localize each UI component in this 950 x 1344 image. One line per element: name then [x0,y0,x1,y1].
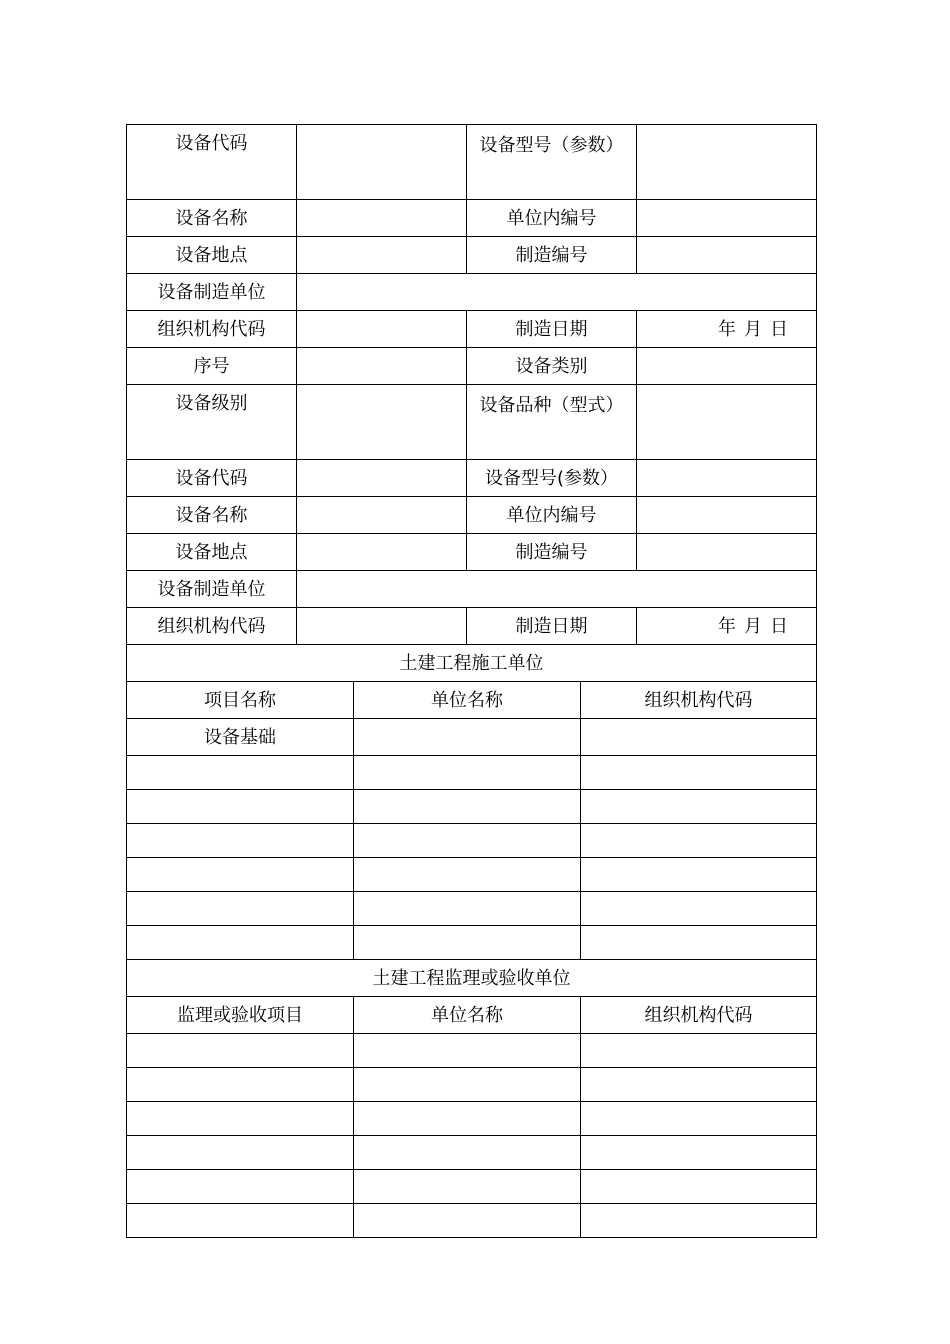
label-cell: 设备类别 [467,348,637,385]
table-row [127,460,817,497]
value-cell[interactable] [354,719,581,756]
value-cell[interactable] [581,926,817,960]
value-cell[interactable] [581,1204,817,1238]
label-cell: 设备名称 [127,497,297,534]
table-row [127,534,817,571]
value-cell[interactable] [354,1034,581,1068]
table-row [127,790,817,824]
table-row [127,311,817,348]
value-cell[interactable] [354,790,581,824]
value-cell[interactable] [581,824,817,858]
value-cell[interactable] [127,790,354,824]
label-cell: 设备制造单位 [127,571,297,608]
value-cell[interactable] [581,1102,817,1136]
table-row [127,1136,817,1170]
value-cell[interactable] [127,892,354,926]
column-header: 组织机构代码 [581,682,817,719]
value-cell[interactable] [127,1068,354,1102]
section-title: 土建工程监理或验收单位 [127,960,817,997]
value-cell[interactable] [297,348,467,385]
value-cell[interactable] [581,858,817,892]
value-cell[interactable] [127,756,354,790]
value-cell[interactable] [581,892,817,926]
value-cell[interactable] [297,608,467,645]
label-cell: 单位内编号 [467,497,637,534]
value-cell[interactable] [637,497,817,534]
label-cell: 单位内编号 [467,200,637,237]
label-cell: 制造编号 [467,534,637,571]
value-cell[interactable] [127,1170,354,1204]
value-cell[interactable] [581,1170,817,1204]
construction-units-table [126,644,817,1238]
value-cell[interactable] [637,534,817,571]
label-cell: 设备代码 [127,125,297,200]
value-cell[interactable] [297,497,467,534]
label-cell: 序号 [127,348,297,385]
column-header: 监理或验收项目 [127,997,354,1034]
year-unit: 年 [718,616,736,637]
column-header: 单位名称 [354,997,581,1034]
value-cell[interactable] [354,1204,581,1238]
item-cell: 设备基础 [127,719,354,756]
table-row [127,719,817,756]
label-cell: 设备代码 [127,460,297,497]
label-cell: 设备制造单位 [127,274,297,311]
date-cell[interactable] [637,311,817,348]
column-header: 组织机构代码 [581,997,817,1034]
value-cell[interactable] [354,858,581,892]
value-cell[interactable] [127,1204,354,1238]
label-cell: 制造日期 [467,311,637,348]
equipment-form [126,124,816,1238]
label-cell: 设备品种（型式） [467,385,637,460]
value-cell[interactable] [581,756,817,790]
value-cell[interactable] [297,460,467,497]
label-cell: 组织机构代码 [127,608,297,645]
value-cell[interactable] [581,1034,817,1068]
table-row [127,858,817,892]
value-cell[interactable] [581,790,817,824]
label-cell: 设备名称 [127,200,297,237]
table-row [127,385,817,460]
value-cell[interactable] [637,125,817,200]
table-row [127,926,817,960]
value-cell[interactable] [581,719,817,756]
label-cell: 制造编号 [467,237,637,274]
value-cell[interactable] [354,1170,581,1204]
value-cell[interactable] [127,858,354,892]
value-cell[interactable] [637,460,817,497]
value-cell[interactable] [354,1136,581,1170]
value-cell[interactable] [637,348,817,385]
table-row [127,756,817,790]
value-cell[interactable] [297,534,467,571]
value-cell[interactable] [354,1068,581,1102]
value-cell[interactable] [637,200,817,237]
table-row [127,1170,817,1204]
section-title: 土建工程施工单位 [127,645,817,682]
table-row [127,571,817,608]
day-unit: 日 [770,319,788,340]
column-header: 单位名称 [354,682,581,719]
section-title-row [127,960,817,997]
label-cell: 设备型号（参数） [467,125,637,200]
table-row [127,348,817,385]
table-row [127,608,817,645]
value-cell[interactable] [297,311,467,348]
value-cell[interactable] [297,385,467,460]
value-cell[interactable] [127,824,354,858]
value-cell[interactable] [297,200,467,237]
table-row [127,237,817,274]
label-cell: 组织机构代码 [127,311,297,348]
value-cell[interactable] [127,1034,354,1068]
table-row [127,1204,817,1238]
header-row [127,997,817,1034]
table-row [127,1034,817,1068]
label-cell: 设备级别 [127,385,297,460]
table-row [127,1068,817,1102]
value-cell[interactable] [354,756,581,790]
table-row [127,1102,817,1136]
value-cell[interactable] [354,892,581,926]
table-row [127,125,817,200]
value-cell[interactable] [297,274,817,311]
label-cell: 设备型号(参数） [467,460,637,497]
month-unit: 月 [744,616,762,637]
date-cell[interactable] [637,608,817,645]
table-row [127,497,817,534]
value-cell[interactable] [581,1068,817,1102]
table-row [127,200,817,237]
value-cell[interactable] [354,926,581,960]
table-row [127,824,817,858]
column-header: 项目名称 [127,682,354,719]
value-cell[interactable] [354,824,581,858]
value-cell[interactable] [637,385,817,460]
label-cell: 制造日期 [467,608,637,645]
value-cell[interactable] [297,125,467,200]
table-row [127,892,817,926]
header-row [127,682,817,719]
section-title-row [127,645,817,682]
table-row [127,274,817,311]
label-cell: 设备地点 [127,237,297,274]
equipment-info-table [126,124,817,645]
day-unit: 日 [770,616,788,637]
value-cell[interactable] [581,1136,817,1170]
year-unit: 年 [718,319,736,340]
value-cell[interactable] [127,1136,354,1170]
value-cell[interactable] [354,1102,581,1136]
value-cell[interactable] [637,237,817,274]
value-cell[interactable] [127,926,354,960]
value-cell[interactable] [127,1102,354,1136]
value-cell[interactable] [297,237,467,274]
value-cell[interactable] [297,571,817,608]
label-cell: 设备地点 [127,534,297,571]
month-unit: 月 [744,319,762,340]
